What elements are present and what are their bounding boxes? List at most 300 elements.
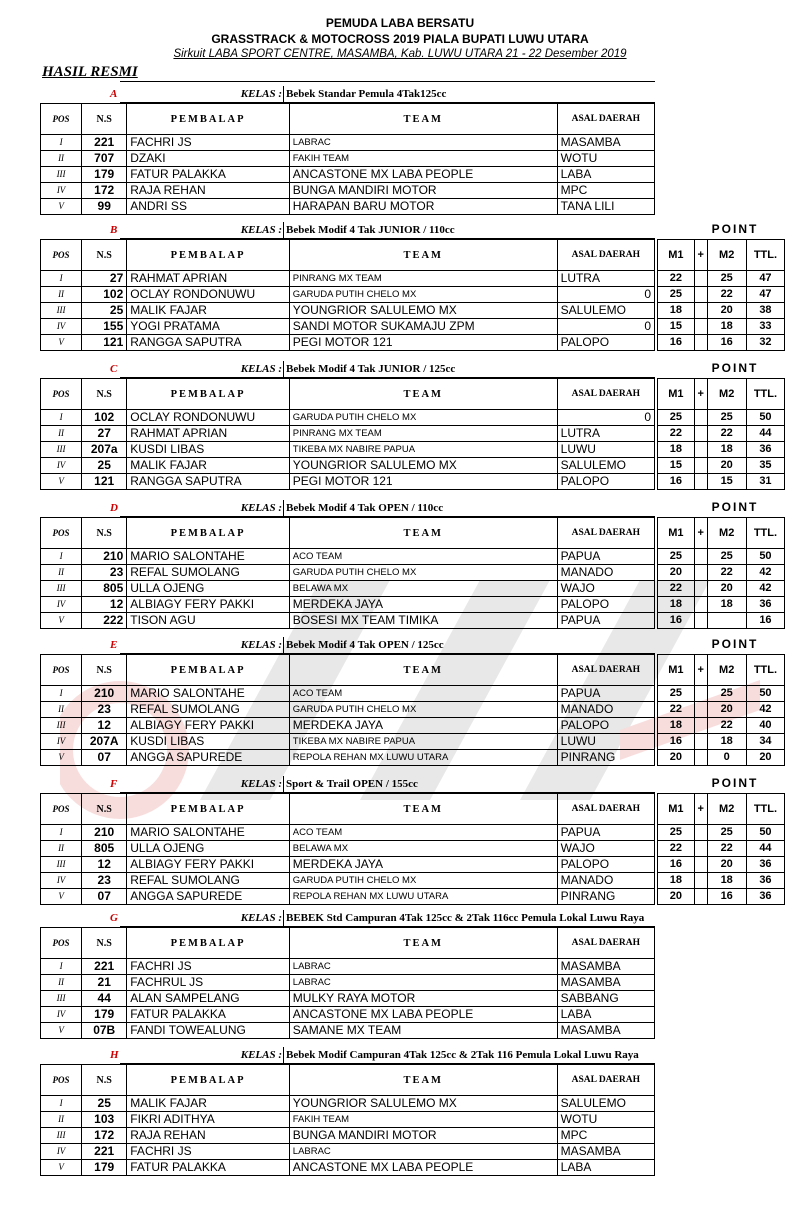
total-points: 35	[746, 458, 784, 474]
total-points: 42	[746, 702, 784, 718]
start-number-cell: 27	[82, 271, 127, 287]
table-row	[41, 1023, 655, 1039]
rider-name-cell: RAHMAT APRIAN	[127, 271, 290, 287]
start-number-cell: 12	[82, 857, 127, 873]
rider-name-cell: ANGGA SAPUREDE	[127, 750, 290, 766]
origin-cell: 0	[557, 410, 654, 426]
position-cell: V	[41, 1160, 82, 1176]
start-number-cell: 121	[82, 335, 127, 351]
plus-separator	[694, 319, 707, 335]
start-number-cell: 12	[82, 597, 127, 613]
total-points: 33	[746, 319, 784, 335]
rider-name-cell: RAJA REHAN	[127, 1128, 290, 1144]
column-header-team: TEAM	[289, 928, 557, 959]
class-block-b	[40, 222, 785, 349]
moto1-points: 15	[658, 458, 695, 474]
origin-cell: MASAMBA	[557, 975, 654, 991]
column-header-pembalap: PEMBALAP	[127, 1065, 290, 1096]
column-header-pembalap: PEMBALAP	[127, 104, 290, 135]
table-header-row	[41, 655, 655, 686]
team-cell: SAMANE MX TEAM	[289, 1023, 557, 1039]
position-cell: V	[41, 335, 82, 351]
table-row	[41, 565, 655, 581]
team-cell: BUNGA MANDIRI MOTOR	[289, 1128, 557, 1144]
total-points: 50	[746, 410, 784, 426]
position-cell: III	[41, 442, 82, 458]
points-table	[657, 517, 785, 629]
points-row	[658, 474, 785, 490]
results-table	[40, 103, 655, 215]
moto2-points: 25	[707, 825, 746, 841]
rider-name-cell: RANGGA SAPUTRA	[127, 474, 290, 490]
class-name: Bebek Modif Campuran 4Tak 125cc & 2Tak 116 Pemula Lokal Luwu Raya	[286, 1049, 639, 1061]
rider-name-cell: MARIO SALONTAHE	[127, 825, 290, 841]
class-block-h	[40, 1047, 785, 1174]
moto1-points: 20	[658, 750, 695, 766]
moto1-points: 22	[658, 841, 695, 857]
rider-name-cell: FIKRI ADITHYA	[127, 1112, 290, 1128]
points-header-plus: +	[694, 240, 707, 271]
moto2-points: 18	[707, 319, 746, 335]
position-cell: IV	[41, 873, 82, 889]
origin-cell: PALOPO	[557, 718, 654, 734]
position-cell: III	[41, 167, 82, 183]
rider-name-cell: KUSDI LIBAS	[127, 442, 290, 458]
team-cell: BUNGA MANDIRI MOTOR	[289, 183, 557, 199]
kelas-label: KELAS :	[240, 502, 282, 514]
points-row	[658, 319, 785, 335]
rider-name-cell: MALIK FAJAR	[127, 303, 290, 319]
moto1-points: 22	[658, 271, 695, 287]
table-row	[41, 549, 655, 565]
moto1-points: 25	[658, 825, 695, 841]
team-cell: GARUDA PUTIH CHELO MX	[289, 873, 557, 889]
column-header-team: TEAM	[289, 379, 557, 410]
origin-cell: 0	[557, 319, 654, 335]
moto1-points: 25	[658, 410, 695, 426]
class-name: Bebek Modif 4 Tak OPEN / 110cc	[286, 502, 444, 514]
start-number-cell: 121	[82, 474, 127, 490]
class-name: Bebek Modif 4 Tak JUNIOR / 110cc	[286, 224, 455, 236]
position-cell: IV	[41, 1144, 82, 1160]
rider-name-cell: OCLAY RONDONUWU	[127, 287, 290, 303]
points-row	[658, 889, 785, 905]
total-points: 47	[746, 271, 784, 287]
table-row	[41, 1007, 655, 1023]
points-header-plus: +	[694, 794, 707, 825]
position-cell: IV	[41, 597, 82, 613]
start-number-cell: 179	[82, 1007, 127, 1023]
origin-cell: LUTRA	[557, 271, 654, 287]
moto1-points: 16	[658, 613, 695, 629]
total-points: 31	[746, 474, 784, 490]
column-header-team: TEAM	[289, 104, 557, 135]
points-header-m2: M2	[707, 379, 746, 410]
results-table	[40, 793, 655, 905]
column-header-asal: ASAL DAERAH	[557, 240, 654, 271]
class-block-c	[40, 361, 785, 488]
points-label: POINT	[711, 637, 759, 651]
plus-separator	[694, 303, 707, 319]
position-cell: I	[41, 135, 82, 151]
class-block-e	[40, 637, 785, 764]
team-cell: BELAWA MX	[289, 841, 557, 857]
position-cell: I	[41, 410, 82, 426]
moto1-points: 18	[658, 718, 695, 734]
points-row	[658, 857, 785, 873]
class-letter: E	[110, 639, 118, 651]
start-number-cell: 805	[82, 581, 127, 597]
table-row	[41, 287, 655, 303]
rider-name-cell: RAHMAT APRIAN	[127, 426, 290, 442]
moto2-points: 25	[707, 686, 746, 702]
plus-separator	[694, 613, 707, 629]
column-header-ns: N.S	[82, 240, 127, 271]
table-row	[41, 167, 655, 183]
points-row	[658, 335, 785, 351]
rider-name-cell: REFAL SUMOLANG	[127, 873, 290, 889]
team-cell: YOUNGRIOR SALULEMO MX	[289, 458, 557, 474]
moto2-points: 25	[707, 410, 746, 426]
points-header-m1: M1	[658, 655, 695, 686]
points-label: POINT	[711, 361, 759, 375]
plus-separator	[694, 565, 707, 581]
origin-cell: LABA	[557, 167, 654, 183]
points-header-ttl: TTL.	[746, 240, 784, 271]
position-cell: II	[41, 1112, 82, 1128]
class-heading	[40, 910, 785, 927]
points-row	[658, 873, 785, 889]
points-table	[657, 378, 785, 490]
start-number-cell: 172	[82, 183, 127, 199]
results-table	[40, 1064, 655, 1176]
start-number-cell: 44	[82, 991, 127, 1007]
moto2-points: 22	[707, 565, 746, 581]
team-cell: MERDEKA JAYA	[289, 597, 557, 613]
points-header-ttl: TTL.	[746, 655, 784, 686]
plus-separator	[694, 271, 707, 287]
moto1-points: 22	[658, 426, 695, 442]
team-cell: GARUDA PUTIH CHELO MX	[289, 702, 557, 718]
origin-cell: PAPUA	[557, 549, 654, 565]
moto2-points: 22	[707, 718, 746, 734]
total-points: 42	[746, 565, 784, 581]
class-heading	[40, 500, 785, 517]
class-letter: A	[110, 88, 118, 100]
rider-name-cell: FACHRI JS	[127, 135, 290, 151]
points-header-row	[658, 518, 785, 549]
points-header-row	[658, 379, 785, 410]
team-cell: TIKEBA MX NABIRE PAPUA	[289, 442, 557, 458]
column-header-pos: POS	[41, 379, 82, 410]
rider-name-cell: FACHRI JS	[127, 959, 290, 975]
team-cell: ACO TEAM	[289, 686, 557, 702]
points-label: POINT	[711, 776, 759, 790]
column-header-pembalap: PEMBALAP	[127, 240, 290, 271]
team-cell: FAKIH TEAM	[289, 1112, 557, 1128]
class-letter: F	[110, 778, 118, 790]
team-cell: GARUDA PUTIH CHELO MX	[289, 287, 557, 303]
moto2-points: 16	[707, 889, 746, 905]
position-cell: IV	[41, 734, 82, 750]
moto2-points: 25	[707, 271, 746, 287]
origin-cell: PALOPO	[557, 857, 654, 873]
points-header-plus: +	[694, 655, 707, 686]
start-number-cell: 172	[82, 1128, 127, 1144]
start-number-cell: 222	[82, 613, 127, 629]
rider-name-cell: ANGGA SAPUREDE	[127, 889, 290, 905]
table-header-row	[41, 379, 655, 410]
plus-separator	[694, 335, 707, 351]
moto1-points: 22	[658, 702, 695, 718]
moto2-points: 20	[707, 458, 746, 474]
points-header-ttl: TTL.	[746, 518, 784, 549]
table-row	[41, 841, 655, 857]
rider-name-cell: FATUR PALAKKA	[127, 1007, 290, 1023]
table-row	[41, 1096, 655, 1112]
table-row	[41, 151, 655, 167]
plus-separator	[694, 734, 707, 750]
start-number-cell: 179	[82, 1160, 127, 1176]
table-row	[41, 319, 655, 335]
position-cell: V	[41, 1023, 82, 1039]
position-cell: II	[41, 426, 82, 442]
column-header-team: TEAM	[289, 518, 557, 549]
class-block-f	[40, 776, 785, 903]
class-name: Sport & Trail OPEN / 155cc	[286, 778, 418, 790]
position-cell: IV	[41, 183, 82, 199]
plus-separator	[694, 702, 707, 718]
table-header-row	[41, 518, 655, 549]
column-header-team: TEAM	[289, 240, 557, 271]
table-row	[41, 1128, 655, 1144]
total-points: 34	[746, 734, 784, 750]
origin-cell: WOTU	[557, 1112, 654, 1128]
column-header-ns: N.S	[82, 518, 127, 549]
origin-cell: MASAMBA	[557, 135, 654, 151]
results-table	[40, 927, 655, 1039]
rider-name-cell: FATUR PALAKKA	[127, 1160, 290, 1176]
moto2-points: 18	[707, 442, 746, 458]
table-row	[41, 335, 655, 351]
rider-name-cell: ULLA OJENG	[127, 841, 290, 857]
points-header-m1: M1	[658, 518, 695, 549]
points-row	[658, 613, 785, 629]
origin-cell: SALULEMO	[557, 1096, 654, 1112]
start-number-cell: 102	[82, 287, 127, 303]
class-letter: G	[110, 912, 118, 924]
team-cell: GARUDA PUTIH CHELO MX	[289, 565, 557, 581]
plus-separator	[694, 581, 707, 597]
table-row	[41, 442, 655, 458]
event-title: GRASSTRACK & MOTOCROSS 2019 PIALA BUPATI LUWU UTARA	[211, 32, 589, 46]
team-cell: ANCASTONE MX LABA PEOPLE	[289, 1160, 557, 1176]
class-heading	[40, 1047, 785, 1064]
kelas-label: KELAS :	[240, 363, 282, 375]
plus-separator	[694, 686, 707, 702]
table-row	[41, 734, 655, 750]
column-header-asal: ASAL DAERAH	[557, 794, 654, 825]
total-points: 47	[746, 287, 784, 303]
table-row	[41, 183, 655, 199]
origin-cell: MANADO	[557, 702, 654, 718]
table-row	[41, 613, 655, 629]
column-header-asal: ASAL DAERAH	[557, 104, 654, 135]
team-cell: MERDEKA JAYA	[289, 857, 557, 873]
rider-name-cell: ALBIAGY FERY PAKKI	[127, 597, 290, 613]
origin-cell: LUWU	[557, 442, 654, 458]
start-number-cell: 23	[82, 702, 127, 718]
position-cell: V	[41, 613, 82, 629]
position-cell: II	[41, 975, 82, 991]
table-row	[41, 426, 655, 442]
team-cell: REPOLA REHAN MX LUWU UTARA	[289, 889, 557, 905]
position-cell: III	[41, 1128, 82, 1144]
class-block-d	[40, 500, 785, 627]
table-row	[41, 1160, 655, 1176]
points-row	[658, 458, 785, 474]
class-block-a	[40, 86, 785, 213]
points-header-plus: +	[694, 379, 707, 410]
table-header-row	[41, 794, 655, 825]
plus-separator	[694, 410, 707, 426]
moto2-points: 25	[707, 549, 746, 565]
class-heading	[40, 776, 785, 793]
points-row	[658, 734, 785, 750]
column-header-pos: POS	[41, 518, 82, 549]
rider-name-cell: ULLA OJENG	[127, 581, 290, 597]
table-row	[41, 271, 655, 287]
moto2-points: 20	[707, 702, 746, 718]
plus-separator	[694, 597, 707, 613]
position-cell: II	[41, 151, 82, 167]
team-cell: ANCASTONE MX LABA PEOPLE	[289, 167, 557, 183]
team-cell: LABRAC	[289, 135, 557, 151]
position-cell: I	[41, 686, 82, 702]
start-number-cell: 07B	[82, 1023, 127, 1039]
column-header-pos: POS	[41, 794, 82, 825]
origin-cell: SABBANG	[557, 991, 654, 1007]
origin-cell: MANADO	[557, 873, 654, 889]
start-number-cell: 221	[82, 135, 127, 151]
total-points: 50	[746, 549, 784, 565]
column-header-pembalap: PEMBALAP	[127, 928, 290, 959]
rider-name-cell: OCLAY RONDONUWU	[127, 410, 290, 426]
rider-name-cell: DZAKI	[127, 151, 290, 167]
column-header-pembalap: PEMBALAP	[127, 794, 290, 825]
plus-separator	[694, 442, 707, 458]
table-header-row	[41, 1065, 655, 1096]
plus-separator	[694, 873, 707, 889]
table-row	[41, 959, 655, 975]
origin-cell: MASAMBA	[557, 1144, 654, 1160]
plus-separator	[694, 426, 707, 442]
rider-name-cell: ALBIAGY FERY PAKKI	[127, 718, 290, 734]
table-row	[41, 1112, 655, 1128]
origin-cell: MPC	[557, 183, 654, 199]
table-row	[41, 873, 655, 889]
rider-name-cell: REFAL SUMOLANG	[127, 565, 290, 581]
team-cell: BOSESI MX TEAM TIMIKA	[289, 613, 557, 629]
points-row	[658, 750, 785, 766]
plus-separator	[694, 287, 707, 303]
start-number-cell: 23	[82, 565, 127, 581]
team-cell: GARUDA PUTIH CHELO MX	[289, 410, 557, 426]
rider-name-cell: ALBIAGY FERY PAKKI	[127, 857, 290, 873]
plus-separator	[694, 750, 707, 766]
start-number-cell: 221	[82, 959, 127, 975]
position-cell: III	[41, 581, 82, 597]
team-cell: SANDI MOTOR SUKAMAJU ZPM	[289, 319, 557, 335]
total-points: 36	[746, 442, 784, 458]
rider-name-cell: MALIK FAJAR	[127, 1096, 290, 1112]
column-header-pembalap: PEMBALAP	[127, 518, 290, 549]
class-letter: H	[110, 1049, 119, 1061]
class-heading	[40, 361, 785, 378]
column-header-asal: ASAL DAERAH	[557, 379, 654, 410]
moto2-points: 20	[707, 581, 746, 597]
class-block-g	[40, 910, 785, 1037]
moto2-points: 20	[707, 303, 746, 319]
rider-name-cell: MARIO SALONTAHE	[127, 549, 290, 565]
hasil-resmi-heading: HASIL RESMI	[42, 64, 138, 80]
class-letter: D	[110, 502, 118, 514]
start-number-cell: 210	[82, 825, 127, 841]
table-row	[41, 991, 655, 1007]
table-row	[41, 474, 655, 490]
points-row	[658, 565, 785, 581]
position-cell: V	[41, 750, 82, 766]
points-table	[657, 239, 785, 351]
venue-line: Sirkuit LABA SPORT CENTRE, MASAMBA, Kab. LUWU UTARA 21 - 22 Desember 2019	[173, 48, 627, 60]
origin-cell: LABA	[557, 1007, 654, 1023]
position-cell: I	[41, 271, 82, 287]
column-header-pembalap: PEMBALAP	[127, 655, 290, 686]
moto2-points: 20	[707, 857, 746, 873]
origin-cell: SALULEMO	[557, 458, 654, 474]
position-cell: V	[41, 889, 82, 905]
start-number-cell: 07	[82, 889, 127, 905]
start-number-cell: 210	[82, 686, 127, 702]
table-row	[41, 1144, 655, 1160]
rider-name-cell: RANGGA SAPUTRA	[127, 335, 290, 351]
team-cell: HARAPAN BARU MOTOR	[289, 199, 557, 215]
kelas-label: KELAS :	[240, 639, 282, 651]
start-number-cell: 07	[82, 750, 127, 766]
column-header-ns: N.S	[82, 794, 127, 825]
total-points: 40	[746, 718, 784, 734]
table-header-row	[41, 104, 655, 135]
team-cell: ANCASTONE MX LABA PEOPLE	[289, 1007, 557, 1023]
org-title: PEMUDA LABA BERSATU	[325, 16, 475, 30]
position-cell: III	[41, 857, 82, 873]
start-number-cell: 805	[82, 841, 127, 857]
class-letter: C	[110, 363, 118, 375]
top-rule	[120, 81, 655, 82]
position-cell: II	[41, 287, 82, 303]
results-table	[40, 654, 655, 766]
column-header-ns: N.S	[82, 1065, 127, 1096]
plus-separator	[694, 825, 707, 841]
total-points: 32	[746, 335, 784, 351]
position-cell: I	[41, 959, 82, 975]
origin-cell: PALOPO	[557, 474, 654, 490]
team-cell: YOUNGRIOR SALULEMO MX	[289, 303, 557, 319]
total-points: 50	[746, 825, 784, 841]
table-header-row	[41, 240, 655, 271]
rider-name-cell: ALAN SAMPELANG	[127, 991, 290, 1007]
origin-cell: TANA LILI	[557, 199, 654, 215]
